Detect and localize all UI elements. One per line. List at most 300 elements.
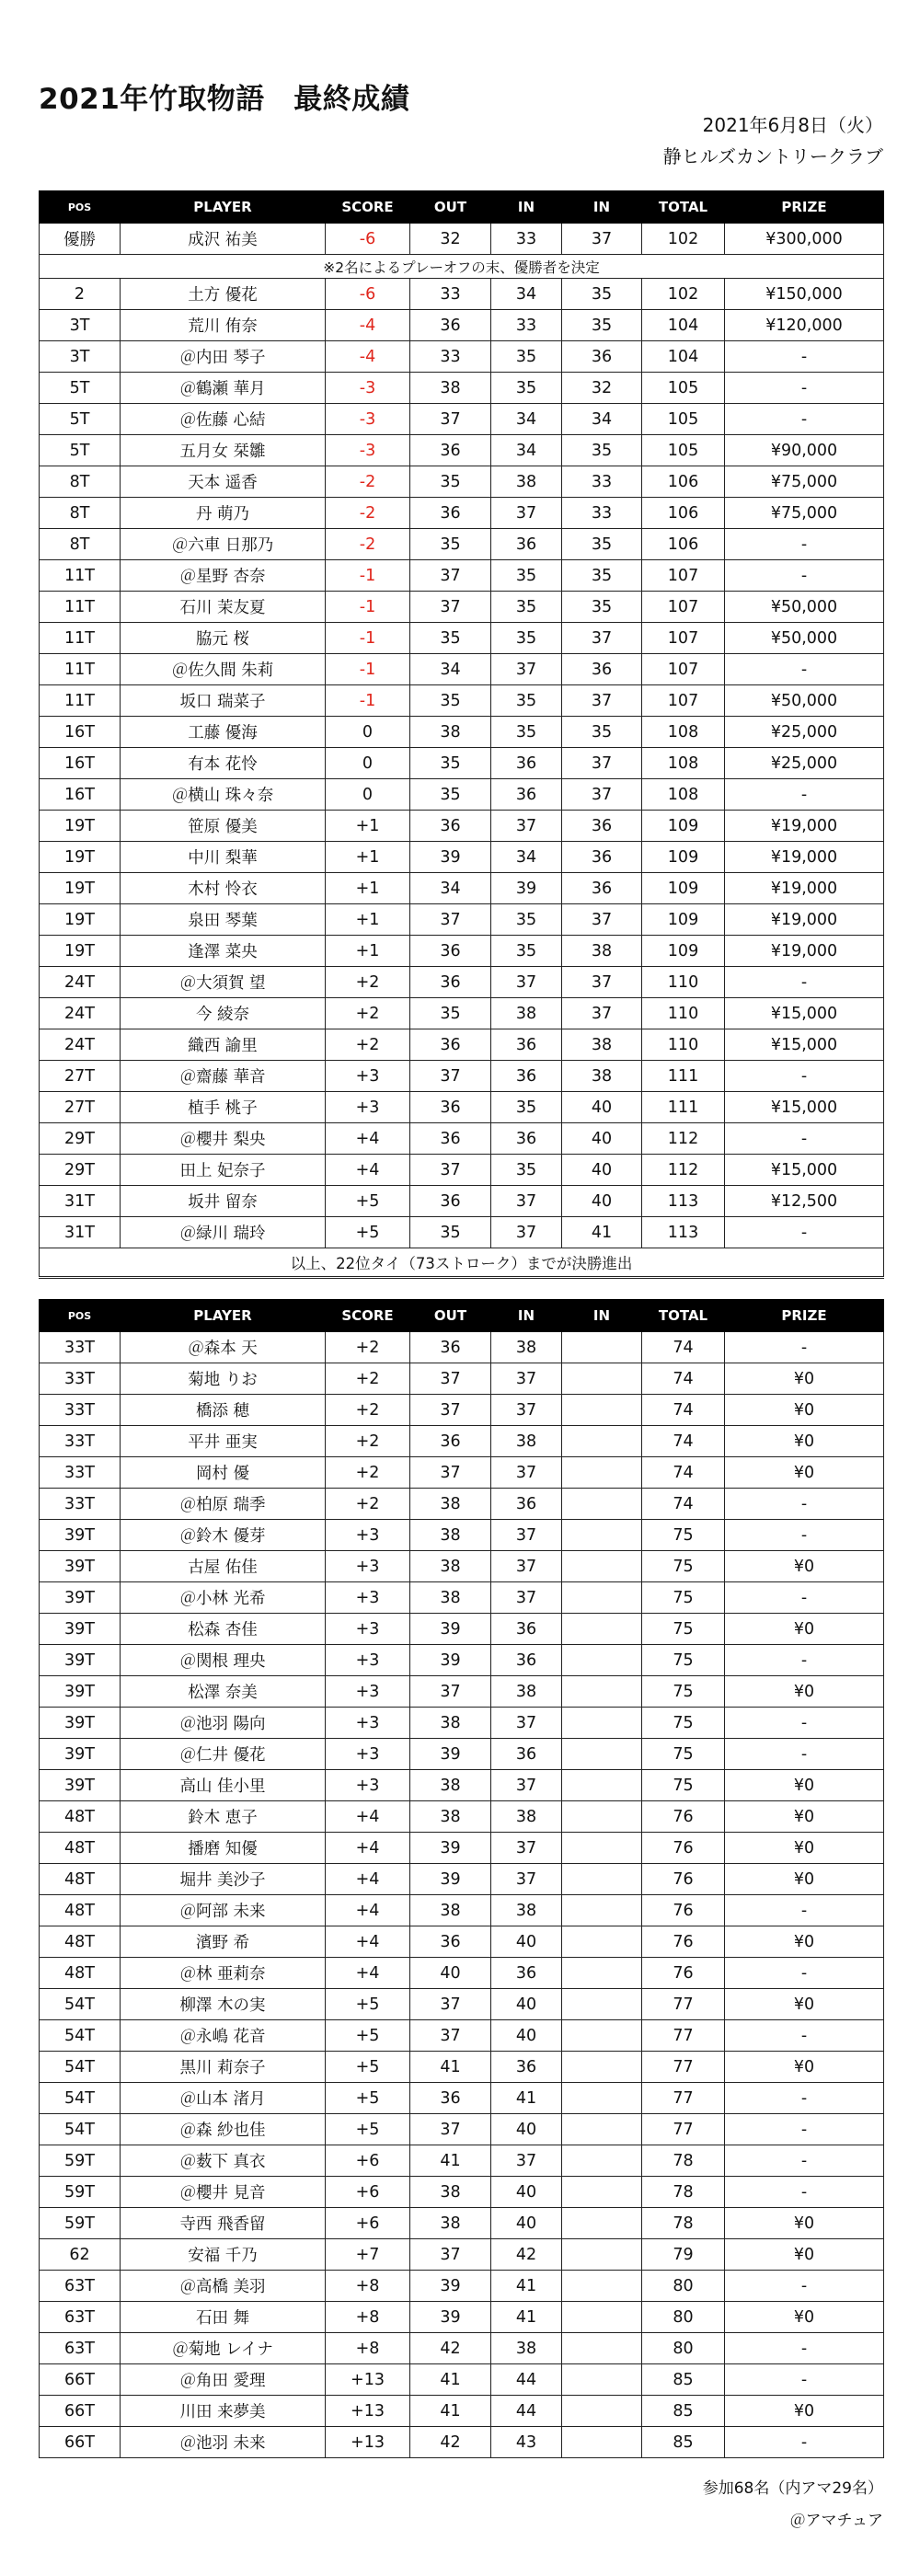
cell-score: +3 — [326, 1582, 410, 1614]
table-row — [40, 2271, 884, 2302]
cell-in-1: 37 — [491, 1520, 562, 1551]
cell-total: 105 — [642, 373, 725, 404]
table-row — [40, 2302, 884, 2333]
cell-in-2 — [562, 2177, 642, 2208]
cell-in-1: 38 — [491, 1676, 562, 1708]
cell-player: 坂井 留奈 — [121, 1186, 326, 1217]
cell-out: 36 — [410, 1029, 491, 1061]
cell-prize: - — [725, 1489, 884, 1520]
cell-in-1: 37 — [491, 1457, 562, 1489]
cell-prize: ¥0 — [725, 2302, 884, 2333]
cell-in-2 — [562, 1801, 642, 1833]
cell-score: -1 — [326, 685, 410, 717]
cell-total: 77 — [642, 2083, 725, 2114]
cell-player: 川田 来夢美 — [121, 2396, 326, 2427]
cell-score: +2 — [326, 1426, 410, 1457]
cell-prize: - — [725, 1739, 884, 1770]
cell-in-2: 35 — [562, 279, 642, 310]
cell-out: 35 — [410, 998, 491, 1029]
cell-out: 38 — [410, 2208, 491, 2239]
table-row — [40, 1155, 884, 1186]
cell-player: 高山 佳小里 — [121, 1770, 326, 1801]
cell-player: ＠大須賀 望 — [121, 967, 326, 998]
cell-pos: 24T — [40, 1029, 121, 1061]
cell-score: +1 — [326, 811, 410, 842]
cell-total: 75 — [642, 1676, 725, 1708]
cell-prize: ¥0 — [725, 1363, 884, 1395]
cell-in-1: 44 — [491, 2364, 562, 2396]
cell-player: ＠森本 天 — [121, 1332, 326, 1363]
table-row — [40, 873, 884, 904]
cell-in-2: 37 — [562, 998, 642, 1029]
cell-pos: 31T — [40, 1217, 121, 1248]
cell-in-1: 39 — [491, 873, 562, 904]
table-row — [40, 466, 884, 498]
table-row — [40, 1614, 884, 1645]
cell-score: +7 — [326, 2239, 410, 2271]
cell-out: 37 — [410, 904, 491, 936]
cell-pos: 54T — [40, 1989, 121, 2020]
cell-out: 38 — [410, 1582, 491, 1614]
cell-in-1: 36 — [491, 1645, 562, 1676]
amateur-legend: ＠アマチュア — [789, 2512, 883, 2530]
cell-player: ＠阿部 未来 — [121, 1895, 326, 1926]
cell-in-1: 34 — [491, 404, 562, 435]
cell-score: -4 — [326, 341, 410, 373]
cell-in-2 — [562, 1426, 642, 1457]
cell-in-2: 35 — [562, 310, 642, 341]
cell-in-1: 36 — [491, 1958, 562, 1989]
playoff-note-row — [40, 255, 884, 279]
table-row — [40, 1520, 884, 1551]
cell-in-1: 36 — [491, 529, 562, 560]
cell-total: 112 — [642, 1155, 725, 1186]
cell-score: +5 — [326, 2052, 410, 2083]
cell-score: +3 — [326, 1614, 410, 1645]
cell-pos: 59T — [40, 2177, 121, 2208]
cell-pos: 31T — [40, 1186, 121, 1217]
table-row — [40, 1123, 884, 1155]
cell-in-2 — [562, 2052, 642, 2083]
cell-total: 108 — [642, 779, 725, 811]
cell-score: -3 — [326, 435, 410, 466]
cell-pos: 66T — [40, 2396, 121, 2427]
cell-out: 41 — [410, 2145, 491, 2177]
cell-in-1: 35 — [491, 592, 562, 623]
page-title: 2021年竹取物語 最終成績 — [39, 83, 410, 116]
cell-out: 33 — [410, 341, 491, 373]
cell-out: 35 — [410, 623, 491, 654]
cell-score: +5 — [326, 1217, 410, 1248]
cell-total: 110 — [642, 998, 725, 1029]
cell-player: ＠齋藤 華音 — [121, 1061, 326, 1092]
cell-out: 39 — [410, 1645, 491, 1676]
cell-prize: - — [725, 404, 884, 435]
col-header-out: OUT — [410, 191, 491, 224]
cell-player: ＠内田 琴子 — [121, 341, 326, 373]
cell-prize: ¥0 — [725, 1395, 884, 1426]
cell-in-2: 35 — [562, 529, 642, 560]
cell-player: 五月女 栞雛 — [121, 435, 326, 466]
cell-score: +3 — [326, 1739, 410, 1770]
cell-pos: 39T — [40, 1770, 121, 1801]
cell-out: 39 — [410, 842, 491, 873]
table-row — [40, 1958, 884, 1989]
cell-pos: 33T — [40, 1363, 121, 1395]
cell-prize: - — [725, 779, 884, 811]
table-row — [40, 341, 884, 373]
col-header-score: SCORE — [326, 191, 410, 224]
cell-in-1: 37 — [491, 1770, 562, 1801]
cell-player: 柳澤 木の実 — [121, 1989, 326, 2020]
cell-player: ＠柏原 瑞季 — [121, 1489, 326, 1520]
cut-line-note: 以上、22位タイ（73ストローク）までが決勝進出 — [40, 1248, 884, 1278]
cell-player: 播磨 知優 — [121, 1833, 326, 1864]
cell-in-1: 43 — [491, 2427, 562, 2458]
table-row — [40, 2052, 884, 2083]
cell-prize: ¥0 — [725, 1864, 884, 1895]
table-row — [40, 279, 884, 310]
cell-in-1: 35 — [491, 1092, 562, 1123]
cell-score: +3 — [326, 1520, 410, 1551]
table-row — [40, 1363, 884, 1395]
cell-prize: ¥0 — [725, 1926, 884, 1958]
cell-score: -6 — [326, 224, 410, 255]
cell-in-1: 38 — [491, 1426, 562, 1457]
cell-total: 107 — [642, 685, 725, 717]
cell-pos: 11T — [40, 654, 121, 685]
cell-prize: - — [725, 341, 884, 373]
cell-out: 37 — [410, 1395, 491, 1426]
cell-player: ＠横山 珠々奈 — [121, 779, 326, 811]
cell-prize: ¥150,000 — [725, 279, 884, 310]
cell-player: ＠緑川 瑞玲 — [121, 1217, 326, 1248]
cell-in-1: 37 — [491, 1217, 562, 1248]
cell-pos: 8T — [40, 498, 121, 529]
final-results-table — [39, 190, 884, 1279]
cell-pos: 19T — [40, 936, 121, 967]
cell-prize: - — [725, 2427, 884, 2458]
col-header-in-2: IN — [562, 191, 642, 224]
cell-prize: ¥50,000 — [725, 623, 884, 654]
cell-score: +6 — [326, 2145, 410, 2177]
cell-score: +3 — [326, 1092, 410, 1123]
cell-score: 0 — [326, 779, 410, 811]
cell-player: 安福 千乃 — [121, 2239, 326, 2271]
table-row — [40, 310, 884, 341]
cell-player: 脇元 桜 — [121, 623, 326, 654]
table-row — [40, 1029, 884, 1061]
cell-in-1: 37 — [491, 1864, 562, 1895]
cell-score: +4 — [326, 1123, 410, 1155]
cell-out: 37 — [410, 2114, 491, 2145]
cell-score: +3 — [326, 1770, 410, 1801]
table-row — [40, 373, 884, 404]
cell-pos: 3T — [40, 310, 121, 341]
cell-score: +5 — [326, 2020, 410, 2052]
cell-in-2 — [562, 1645, 642, 1676]
cell-out: 35 — [410, 748, 491, 779]
cell-player: ＠鶴瀬 華月 — [121, 373, 326, 404]
cell-total: 78 — [642, 2208, 725, 2239]
cell-in-2 — [562, 1770, 642, 1801]
cell-in-2: 38 — [562, 1029, 642, 1061]
cell-player: 鈴木 恵子 — [121, 1801, 326, 1833]
cell-pos: 33T — [40, 1457, 121, 1489]
cell-in-2 — [562, 1926, 642, 1958]
col-header-out: OUT — [410, 1300, 491, 1332]
cell-prize: ¥0 — [725, 2052, 884, 2083]
cell-total: 85 — [642, 2396, 725, 2427]
cell-in-2 — [562, 1489, 642, 1520]
cell-player: ＠小林 光希 — [121, 1582, 326, 1614]
col-header-in-1: IN — [491, 1300, 562, 1332]
cell-in-1: 34 — [491, 842, 562, 873]
cell-in-1: 36 — [491, 1123, 562, 1155]
cell-in-2 — [562, 1895, 642, 1926]
cell-total: 105 — [642, 435, 725, 466]
cell-score: +2 — [326, 1395, 410, 1426]
cell-player: ＠菊地 レイナ — [121, 2333, 326, 2364]
cell-in-2: 37 — [562, 685, 642, 717]
table-row — [40, 2396, 884, 2427]
cell-total: 111 — [642, 1061, 725, 1092]
table-row — [40, 1801, 884, 1833]
cell-total: 107 — [642, 654, 725, 685]
cell-in-2: 37 — [562, 904, 642, 936]
cell-pos: 27T — [40, 1061, 121, 1092]
cell-pos: 19T — [40, 811, 121, 842]
cell-total: 102 — [642, 279, 725, 310]
table-row — [40, 2145, 884, 2177]
cell-player: 土方 優花 — [121, 279, 326, 310]
cell-total: 74 — [642, 1489, 725, 1520]
table-row — [40, 2333, 884, 2364]
cell-prize: - — [725, 967, 884, 998]
cell-in-1: 34 — [491, 279, 562, 310]
table-row — [40, 1217, 884, 1248]
cell-pos: 優勝 — [40, 224, 121, 255]
cell-score: -2 — [326, 498, 410, 529]
cell-player: 田上 妃奈子 — [121, 1155, 326, 1186]
cell-player: 石川 茉友夏 — [121, 592, 326, 623]
cell-in-1: 37 — [491, 811, 562, 842]
cell-pos: 33T — [40, 1426, 121, 1457]
table-row — [40, 1645, 884, 1676]
cell-out: 37 — [410, 1457, 491, 1489]
cell-score: -2 — [326, 466, 410, 498]
cell-in-1: 35 — [491, 341, 562, 373]
table-header-row — [40, 191, 884, 224]
cell-in-2: 37 — [562, 224, 642, 255]
cell-pos: 48T — [40, 1895, 121, 1926]
cell-player: 丹 萌乃 — [121, 498, 326, 529]
cell-prize: ¥12,500 — [725, 1186, 884, 1217]
cell-player: 古屋 佑佳 — [121, 1551, 326, 1582]
cell-player: ＠森 紗也佳 — [121, 2114, 326, 2145]
table-row — [40, 498, 884, 529]
cell-out: 36 — [410, 1926, 491, 1958]
cut-results-table — [39, 1299, 884, 2458]
cell-in-1: 37 — [491, 1186, 562, 1217]
cell-player: 石田 舞 — [121, 2302, 326, 2333]
cell-in-1: 35 — [491, 717, 562, 748]
col-header-score: SCORE — [326, 1300, 410, 1332]
cell-out: 38 — [410, 1489, 491, 1520]
cell-out: 35 — [410, 466, 491, 498]
cell-prize: ¥0 — [725, 1614, 884, 1645]
table-row — [40, 1582, 884, 1614]
cell-total: 109 — [642, 904, 725, 936]
cell-in-2 — [562, 1457, 642, 1489]
cell-player: ＠鈴木 優芽 — [121, 1520, 326, 1551]
cell-in-2 — [562, 1676, 642, 1708]
cell-player: 植手 桃子 — [121, 1092, 326, 1123]
cell-total: 74 — [642, 1395, 725, 1426]
cell-out: 37 — [410, 1061, 491, 1092]
cell-prize: ¥15,000 — [725, 1155, 884, 1186]
col-header-player: PLAYER — [121, 1300, 326, 1332]
cell-out: 39 — [410, 2271, 491, 2302]
table-row — [40, 592, 884, 623]
cell-pos: 54T — [40, 2020, 121, 2052]
cell-in-1: 37 — [491, 2145, 562, 2177]
cell-in-2 — [562, 1989, 642, 2020]
cell-prize: ¥0 — [725, 2208, 884, 2239]
cell-in-1: 37 — [491, 1582, 562, 1614]
cell-total: 113 — [642, 1217, 725, 1248]
table-row — [40, 779, 884, 811]
cell-total: 109 — [642, 811, 725, 842]
cell-prize: - — [725, 1520, 884, 1551]
table-row — [40, 654, 884, 685]
cell-total: 106 — [642, 498, 725, 529]
cell-score: +4 — [326, 1864, 410, 1895]
table-row — [40, 1489, 884, 1520]
cell-pos: 54T — [40, 2114, 121, 2145]
cell-score: -1 — [326, 560, 410, 592]
table-row — [40, 1989, 884, 2020]
table-row — [40, 1864, 884, 1895]
cell-in-1: 44 — [491, 2396, 562, 2427]
cell-total: 104 — [642, 341, 725, 373]
cell-prize: ¥75,000 — [725, 466, 884, 498]
cell-in-2: 38 — [562, 936, 642, 967]
cell-out: 38 — [410, 1520, 491, 1551]
cell-in-2: 36 — [562, 654, 642, 685]
cell-total: 74 — [642, 1457, 725, 1489]
cell-out: 38 — [410, 1895, 491, 1926]
cell-pos: 19T — [40, 842, 121, 873]
cell-out: 36 — [410, 936, 491, 967]
cell-out: 42 — [410, 2333, 491, 2364]
cell-pos: 27T — [40, 1092, 121, 1123]
cell-player: 木村 怜衣 — [121, 873, 326, 904]
cell-player: ＠櫻井 梨央 — [121, 1123, 326, 1155]
cell-total: 109 — [642, 936, 725, 967]
cell-score: +2 — [326, 1029, 410, 1061]
cell-in-2 — [562, 1614, 642, 1645]
cell-pos: 24T — [40, 998, 121, 1029]
cell-prize: ¥0 — [725, 1833, 884, 1864]
cell-player: 笹原 優美 — [121, 811, 326, 842]
cell-score: +2 — [326, 1363, 410, 1395]
cell-total: 76 — [642, 1926, 725, 1958]
table-row — [40, 842, 884, 873]
cell-total: 112 — [642, 1123, 725, 1155]
cell-total: 107 — [642, 592, 725, 623]
cell-player: ＠池羽 陽向 — [121, 1708, 326, 1739]
cell-in-2: 35 — [562, 560, 642, 592]
cell-pos: 33T — [40, 1489, 121, 1520]
cell-out: 38 — [410, 373, 491, 404]
cell-total: 74 — [642, 1363, 725, 1395]
playoff-note: ※2名によるプレーオフの末、優勝者を決定 — [40, 255, 884, 279]
cell-player: 荒川 侑奈 — [121, 310, 326, 341]
cell-out: 37 — [410, 1155, 491, 1186]
cell-player: 工藤 優海 — [121, 717, 326, 748]
cell-in-1: 42 — [491, 2239, 562, 2271]
table-row — [40, 1739, 884, 1770]
cell-in-1: 41 — [491, 2083, 562, 2114]
cell-prize: ¥0 — [725, 1676, 884, 1708]
cell-out: 39 — [410, 1739, 491, 1770]
cell-in-2: 40 — [562, 1186, 642, 1217]
cell-pos: 8T — [40, 529, 121, 560]
cell-prize: ¥0 — [725, 2396, 884, 2427]
cell-in-2 — [562, 2020, 642, 2052]
table-row — [40, 2364, 884, 2396]
cell-out: 36 — [410, 435, 491, 466]
cell-prize: ¥19,000 — [725, 873, 884, 904]
cell-prize: ¥0 — [725, 1457, 884, 1489]
cell-score: +5 — [326, 2114, 410, 2145]
cell-player: 寺西 飛香留 — [121, 2208, 326, 2239]
cell-out: 36 — [410, 1332, 491, 1363]
table-row — [40, 1426, 884, 1457]
cell-total: 110 — [642, 967, 725, 998]
cell-player: ＠池羽 未来 — [121, 2427, 326, 2458]
cell-score: -1 — [326, 654, 410, 685]
cell-player: 松森 杏佳 — [121, 1614, 326, 1645]
cell-pos: 63T — [40, 2302, 121, 2333]
table-row — [40, 2208, 884, 2239]
cell-player: 松澤 奈美 — [121, 1676, 326, 1708]
cell-pos: 39T — [40, 1582, 121, 1614]
cell-total: 76 — [642, 1864, 725, 1895]
cell-score: -2 — [326, 529, 410, 560]
cell-total: 102 — [642, 224, 725, 255]
cell-out: 38 — [410, 1708, 491, 1739]
cell-total: 85 — [642, 2427, 725, 2458]
table-row — [40, 748, 884, 779]
cell-in-1: 35 — [491, 904, 562, 936]
cell-score: +2 — [326, 1489, 410, 1520]
cell-in-2: 36 — [562, 341, 642, 373]
col-header-prize: PRIZE — [725, 1300, 884, 1332]
cell-in-1: 36 — [491, 1739, 562, 1770]
cell-score: +2 — [326, 1457, 410, 1489]
cell-pos: 33T — [40, 1332, 121, 1363]
cell-out: 35 — [410, 529, 491, 560]
cell-prize: - — [725, 2020, 884, 2052]
cell-in-2 — [562, 2208, 642, 2239]
cell-out: 37 — [410, 1989, 491, 2020]
cell-out: 40 — [410, 1958, 491, 1989]
cell-score: -1 — [326, 592, 410, 623]
cell-pos: 2 — [40, 279, 121, 310]
cell-pos: 16T — [40, 748, 121, 779]
